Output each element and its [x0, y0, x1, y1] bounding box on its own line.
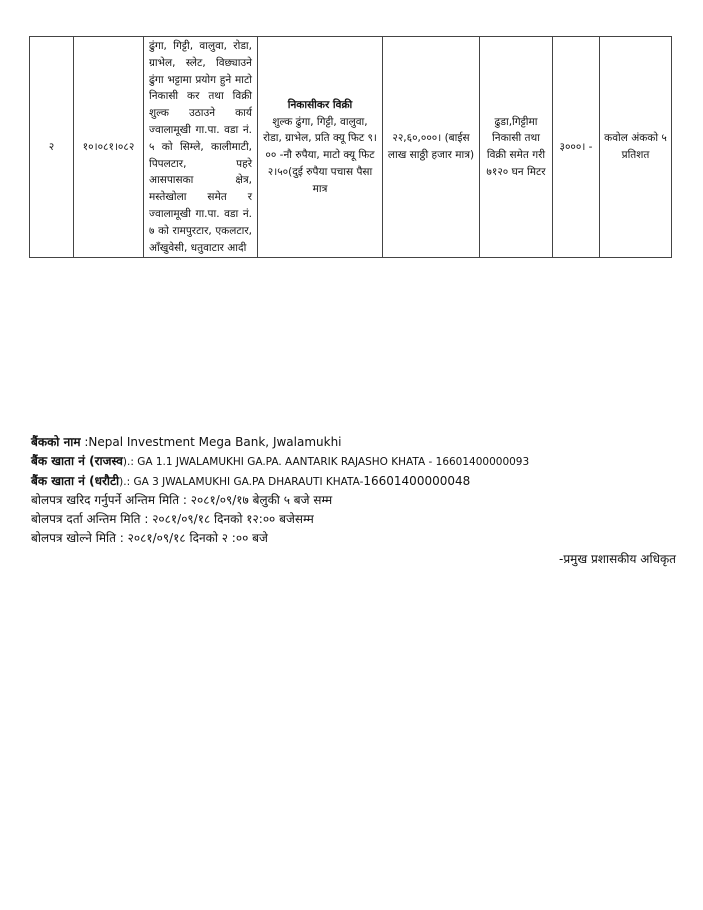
amount-cell: २२,६०,०००। (बाईस लाख साठ्ठी हजार मात्र): [383, 37, 480, 258]
serial-cell: २: [30, 37, 74, 258]
fee-cell: कवोल अंकको ५ प्रतिशत: [600, 37, 672, 258]
description-cell: ढुंगा, गिट्टी, वालुवा, रोडा, ग्राभेल, स्लेट, विछ्याउने ढुंगा भट्टामा प्रयोग हुने माटो निकासी कर तथा विक्री शुल्क उठाउने कार्य ज्वालामूखी गा.पा. वडा नं. ५ को सिम्ले, कालीमाटी, पिपलटार, पहरे आसपासका क्षेत्र, मस्तेखोला समेत र ज्वालामूखी गा.पा. वडा नं. ७ को रामपुरटार, एकलटार, आँखुवेसी, धतुवाटार आदी: [144, 37, 258, 258]
rate-text: शुल्क ढुंगा, गिट्टी, वालुवा, रोडा, ग्राभेल, प्रति क्यू फिट ९।०० -नौ रुपैया, माटो क्यू फिट २।५०(दुई रुपैया पचास पैसा मात्र: [263, 115, 377, 195]
bank-name-value: :Nepal Investment Mega Bank, Jwalamukhi: [84, 435, 342, 449]
deposit-account-number: 16601400000048: [363, 473, 471, 488]
deposit-account-line: [31, 472, 681, 491]
tender-table: [29, 36, 672, 258]
rate-title: निकासीकर विक्री: [287, 98, 353, 111]
code-cell: १०।०८१।०८२: [74, 37, 144, 258]
revenue-account-line: [31, 452, 681, 471]
bank-name-line: [31, 433, 681, 452]
bank-name-label: बैंकको नाम: [31, 435, 81, 449]
revenue-account-value: ).: GA 1.1 JWALAMUKHI GA.PA. AANTARIK RAJASHO KHATA - 16601400000093: [122, 456, 530, 469]
deposit-account-label: बैंक खाता नं (धरौटी: [31, 473, 120, 488]
purchase-deadline-line: बोलपत्र खरिद गर्नुपर्ने अन्तिम मिति : २०८१/०९/१७ बेलुकी ५ बजे सम्म: [31, 492, 333, 507]
table-row: [30, 37, 672, 258]
bank-details: [31, 433, 681, 549]
opening-date-line: बोलपत्र खोल्ने मिति : २०८१/०९/१८ दिनको २ :०० बजे: [31, 531, 268, 546]
revenue-account-label: बैंक खाता नं (राजस्व: [31, 454, 123, 469]
deposit-account-prefix: ).: GA 3 JWALAMUKHI GA.PA DHARAUTI KHATA-: [119, 475, 364, 488]
quantity-cell: ढुडा,गिट्टीमा निकासी तथा विक्री समेत गरी ७१२० घन मिटर: [480, 37, 553, 258]
deposit-cell: ३०००। -: [553, 37, 600, 258]
rate-cell: [258, 37, 383, 258]
registration-deadline-line: बोलपत्र दर्ता अन्तिम मिति : २०८१/०९/१८ दिनको १२:०० बजेसम्म: [31, 512, 314, 527]
signature: -प्रमुख प्रशासकीय अधिकृत: [559, 552, 676, 566]
